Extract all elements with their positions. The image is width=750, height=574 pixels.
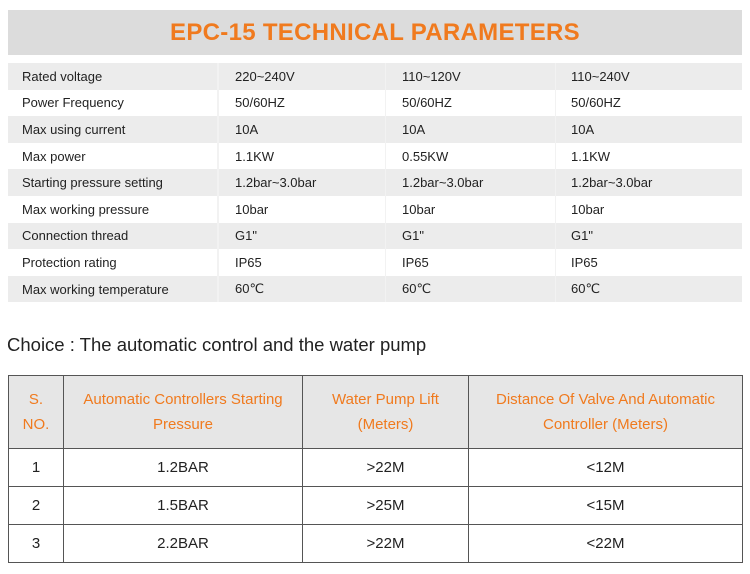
valve-distance: <15M bbox=[469, 487, 743, 525]
param-row bbox=[8, 169, 742, 196]
param-value: 1.1KW bbox=[571, 148, 611, 164]
param-value: 1.1KW bbox=[218, 143, 386, 170]
param-row bbox=[8, 249, 742, 276]
param-value: 50/60HZ bbox=[571, 95, 621, 111]
table-row bbox=[9, 487, 743, 525]
param-value: 0.55KW bbox=[386, 143, 556, 170]
param-value: 60℃ bbox=[571, 281, 601, 297]
param-label: Protection rating bbox=[8, 249, 218, 276]
param-value: IP65 bbox=[571, 254, 598, 270]
choice-header-row bbox=[9, 376, 743, 449]
starting-pressure: 1.2BAR bbox=[64, 449, 303, 487]
param-value: 110~120V bbox=[386, 63, 556, 90]
param-label: Max using current bbox=[8, 116, 218, 143]
starting-pressure: 1.5BAR bbox=[64, 487, 303, 525]
param-label: Max working temperature bbox=[8, 276, 218, 303]
param-value: 60℃ bbox=[218, 276, 386, 303]
serial-number: 2 bbox=[9, 487, 64, 525]
serial-number: 3 bbox=[9, 525, 64, 563]
param-value: G1" bbox=[218, 223, 386, 250]
param-row bbox=[8, 196, 742, 223]
title-banner bbox=[8, 10, 742, 55]
param-value: 10A bbox=[571, 121, 595, 137]
param-value: G1" bbox=[386, 223, 556, 250]
param-value: 60℃ bbox=[386, 276, 556, 303]
valve-distance: <22M bbox=[469, 525, 743, 563]
page-title: EPC-15 TECHNICAL PARAMETERS bbox=[170, 18, 580, 46]
param-label: Connection thread bbox=[8, 223, 218, 250]
param-row bbox=[8, 116, 742, 143]
param-value: 10A bbox=[218, 116, 386, 143]
param-value: 1.2bar~3.0bar bbox=[218, 169, 386, 196]
choice-caption: Choice : The automatic control and the water pump bbox=[7, 334, 427, 355]
param-value: 1.2bar~3.0bar bbox=[386, 169, 556, 196]
param-row bbox=[8, 223, 742, 250]
table-row bbox=[9, 449, 743, 487]
param-value: 10bar bbox=[218, 196, 386, 223]
param-row bbox=[8, 90, 742, 117]
param-value: 1.2bar~3.0bar bbox=[571, 175, 653, 191]
pump-lift: >25M bbox=[303, 487, 469, 525]
header-serial-number: S. NO. bbox=[9, 376, 64, 449]
param-value: 10bar bbox=[571, 201, 605, 217]
param-value: 110~240V bbox=[571, 68, 630, 84]
param-value: IP65 bbox=[386, 249, 556, 276]
header-valve-distance: Distance Of Valve And Automatic Controller (Meters) bbox=[469, 376, 743, 449]
serial-number: 1 bbox=[9, 449, 64, 487]
technical-parameters-table bbox=[8, 63, 742, 302]
param-value: 10bar bbox=[386, 196, 556, 223]
param-value: IP65 bbox=[218, 249, 386, 276]
param-value: 220~240V bbox=[218, 63, 386, 90]
pump-lift: >22M bbox=[303, 525, 469, 563]
pump-lift: >22M bbox=[303, 449, 469, 487]
param-value: 10A bbox=[386, 116, 556, 143]
header-pump-lift: Water Pump Lift (Meters) bbox=[303, 376, 469, 449]
table-row bbox=[9, 525, 743, 563]
param-label: Max working pressure bbox=[8, 196, 218, 223]
param-row bbox=[8, 143, 742, 170]
header-starting-pressure: Automatic Controllers Starting Pressure bbox=[64, 376, 303, 449]
starting-pressure: 2.2BAR bbox=[64, 525, 303, 563]
param-row bbox=[8, 63, 742, 90]
valve-distance: <12M bbox=[469, 449, 743, 487]
param-label: Max power bbox=[8, 143, 218, 170]
param-value: G1" bbox=[571, 228, 593, 244]
param-row bbox=[8, 276, 742, 303]
param-label: Starting pressure setting bbox=[8, 169, 218, 196]
param-label: Rated voltage bbox=[8, 63, 218, 90]
param-label: Power Frequency bbox=[8, 90, 218, 117]
param-value: 50/60HZ bbox=[218, 90, 386, 117]
param-value: 50/60HZ bbox=[386, 90, 556, 117]
choice-table bbox=[8, 375, 743, 563]
